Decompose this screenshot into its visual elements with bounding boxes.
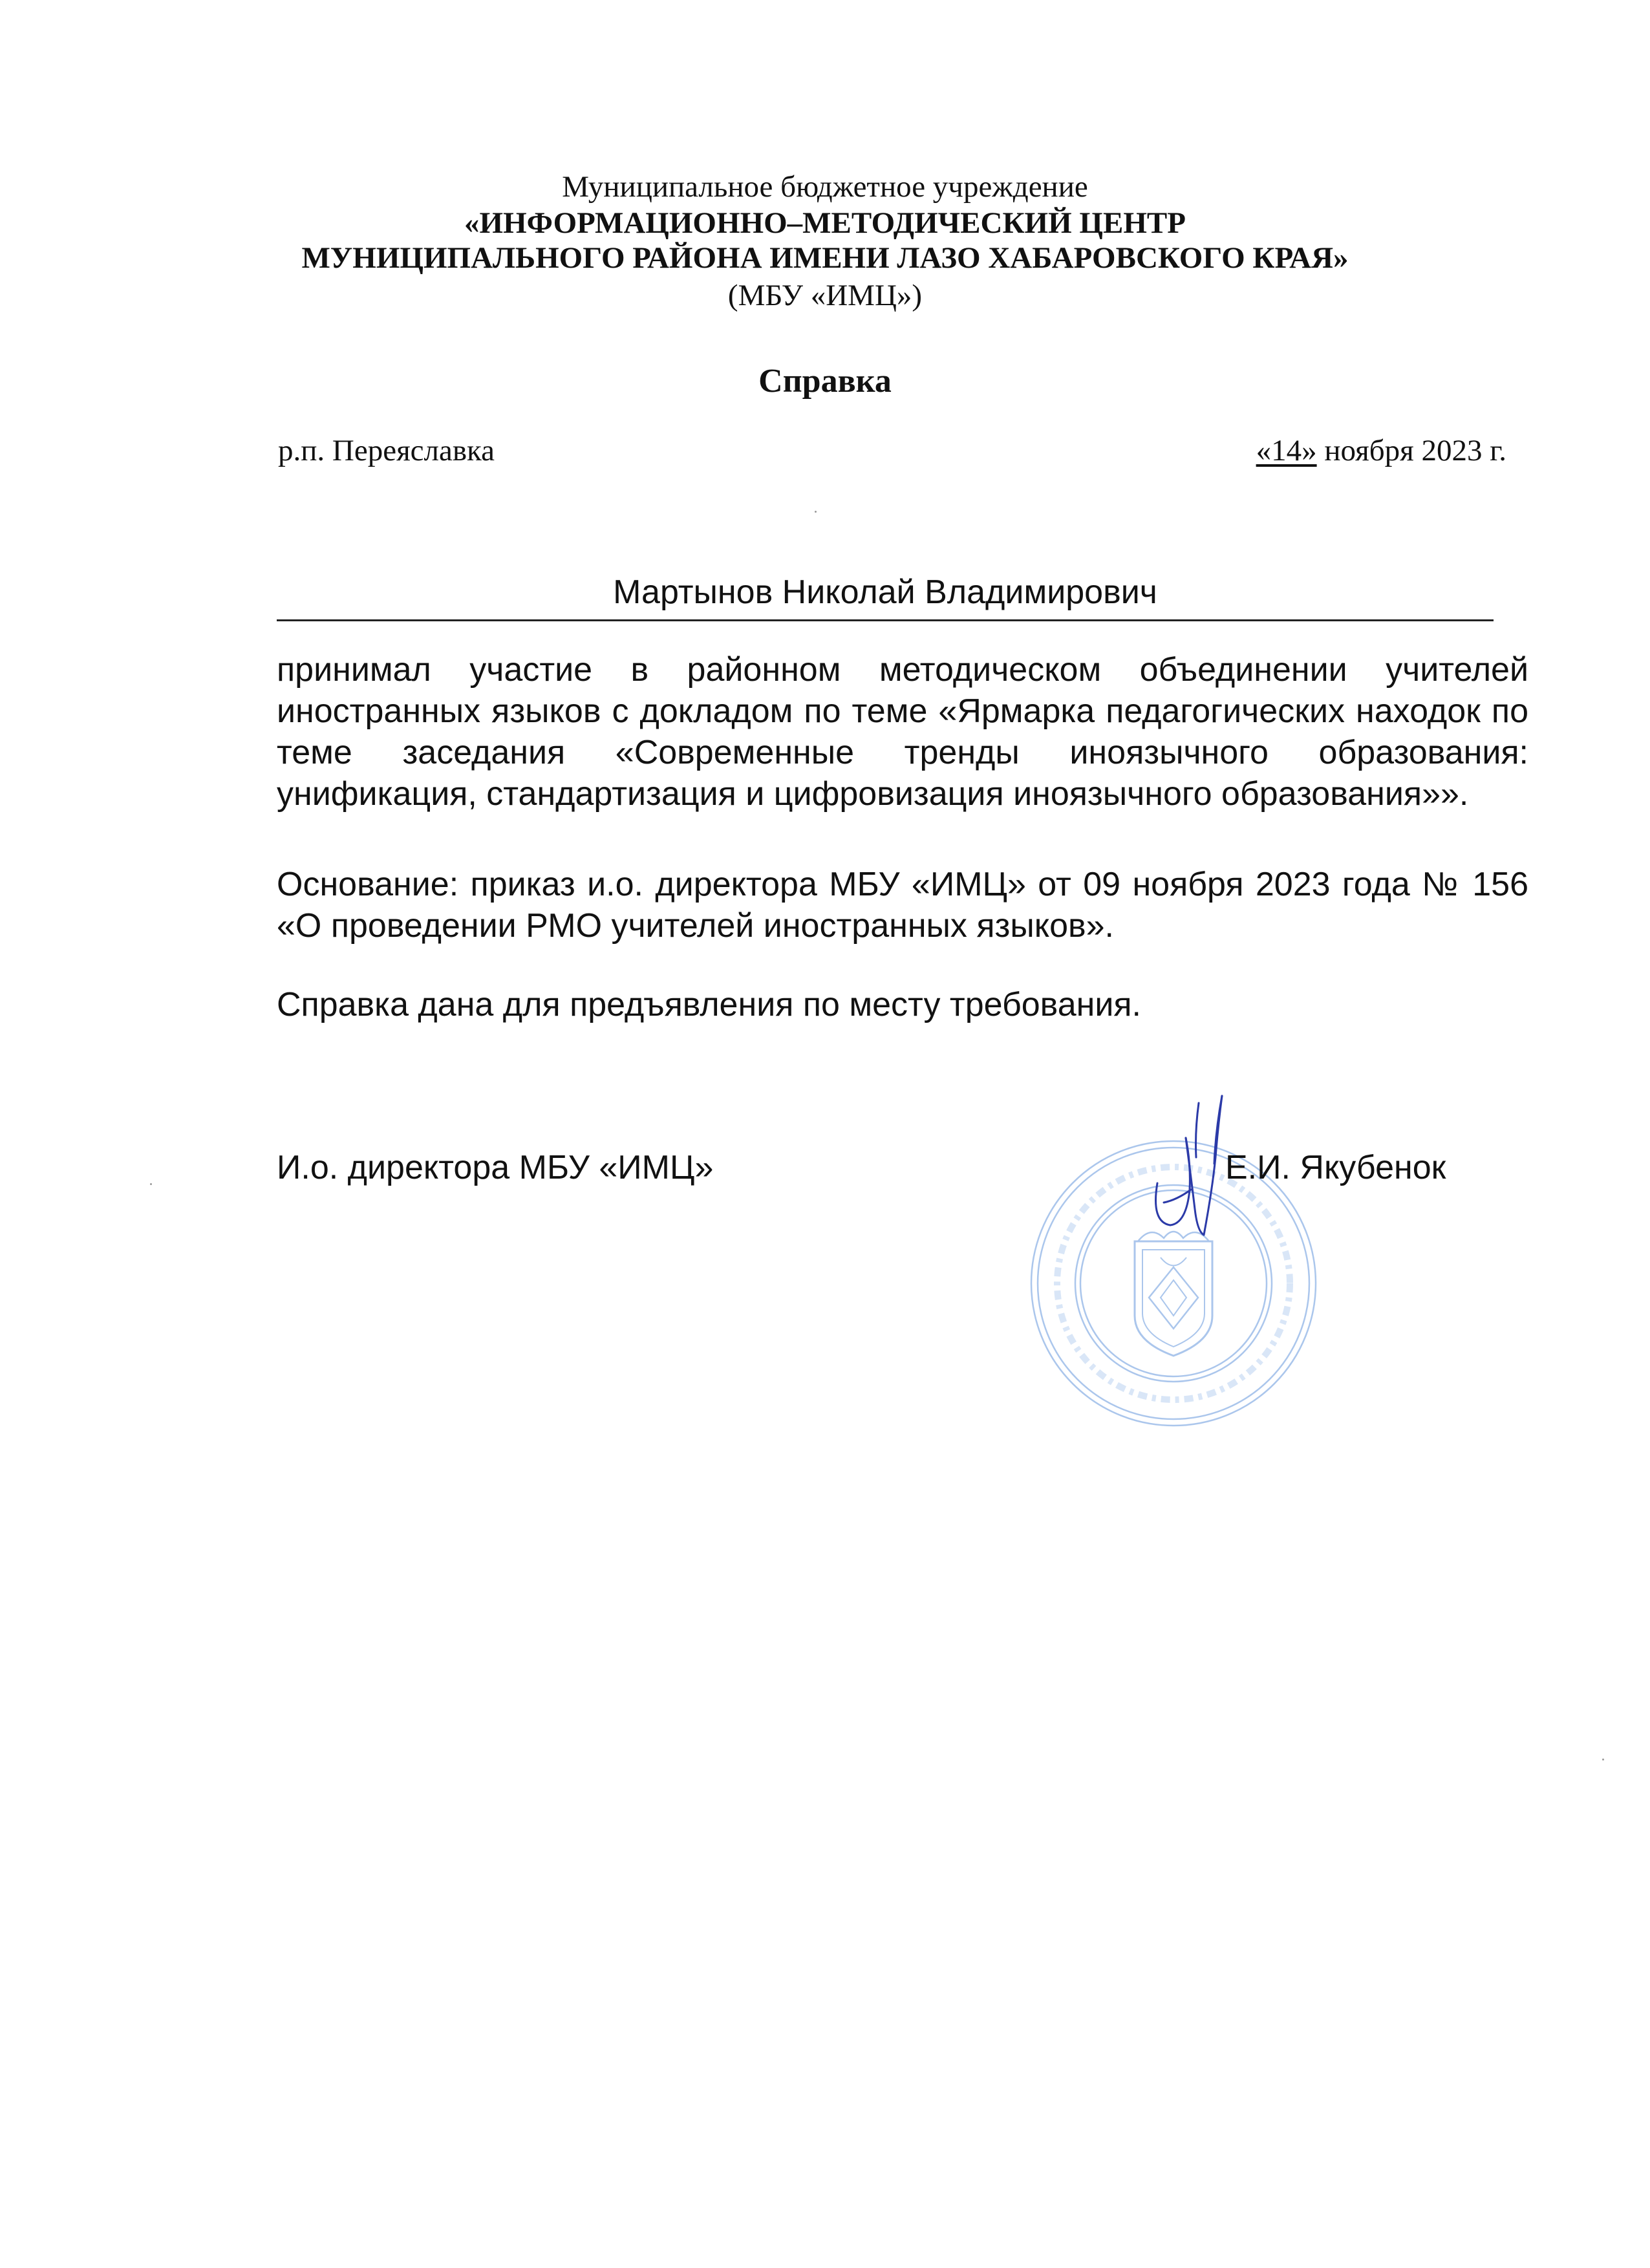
date-day: «14» bbox=[1256, 434, 1317, 467]
purpose-paragraph: Справка дана для предъявления по месту требования. bbox=[277, 986, 1141, 1023]
document-date bbox=[1256, 433, 1506, 468]
document-title: Справка bbox=[758, 363, 892, 400]
document-place: р.п. Переяславка bbox=[278, 434, 495, 467]
scan-speck bbox=[150, 1183, 152, 1185]
recipient-name: Мартынов Николай Владимирович bbox=[613, 573, 1157, 611]
org-type: Муниципальное бюджетное учреждение bbox=[562, 170, 1088, 204]
org-name-line-2: МУНИЦИПАЛЬНОГО РАЙОНА ИМЕНИ ЛАЗО ХАБАРОВСКОГО КРАЯ» bbox=[301, 241, 1349, 275]
participation-paragraph: принимал участие в районном методическом объединении учителей иностранных языков с докладом по теме «Ярмарка педагогических находок по теме заседания «Современные тренды иноязычного образования: унификация, стандартизация и цифровизация иноязычного образования»». bbox=[277, 651, 1528, 813]
org-name-line-1: «ИНФОРМАЦИОННО–МЕТОДИЧЕСКИЙ ЦЕНТР bbox=[464, 206, 1186, 240]
scan-speck bbox=[1602, 1759, 1604, 1760]
org-short-name: (МБУ «ИМЦ») bbox=[727, 279, 923, 312]
signer-position: И.о. директора МБУ «ИМЦ» bbox=[277, 1149, 714, 1186]
date-month-year: ноября 2023 г. bbox=[1316, 434, 1506, 467]
basis-paragraph: Основание: приказ и.о. директора МБУ «ИМЦ» от 09 ноября 2023 года № 156 «О проведении РМО учителей иностранных языков». bbox=[277, 866, 1528, 945]
recipient-underline bbox=[277, 619, 1494, 621]
signer-name: Е.И. Якубенок bbox=[1225, 1149, 1446, 1186]
scan-speck bbox=[815, 511, 817, 513]
